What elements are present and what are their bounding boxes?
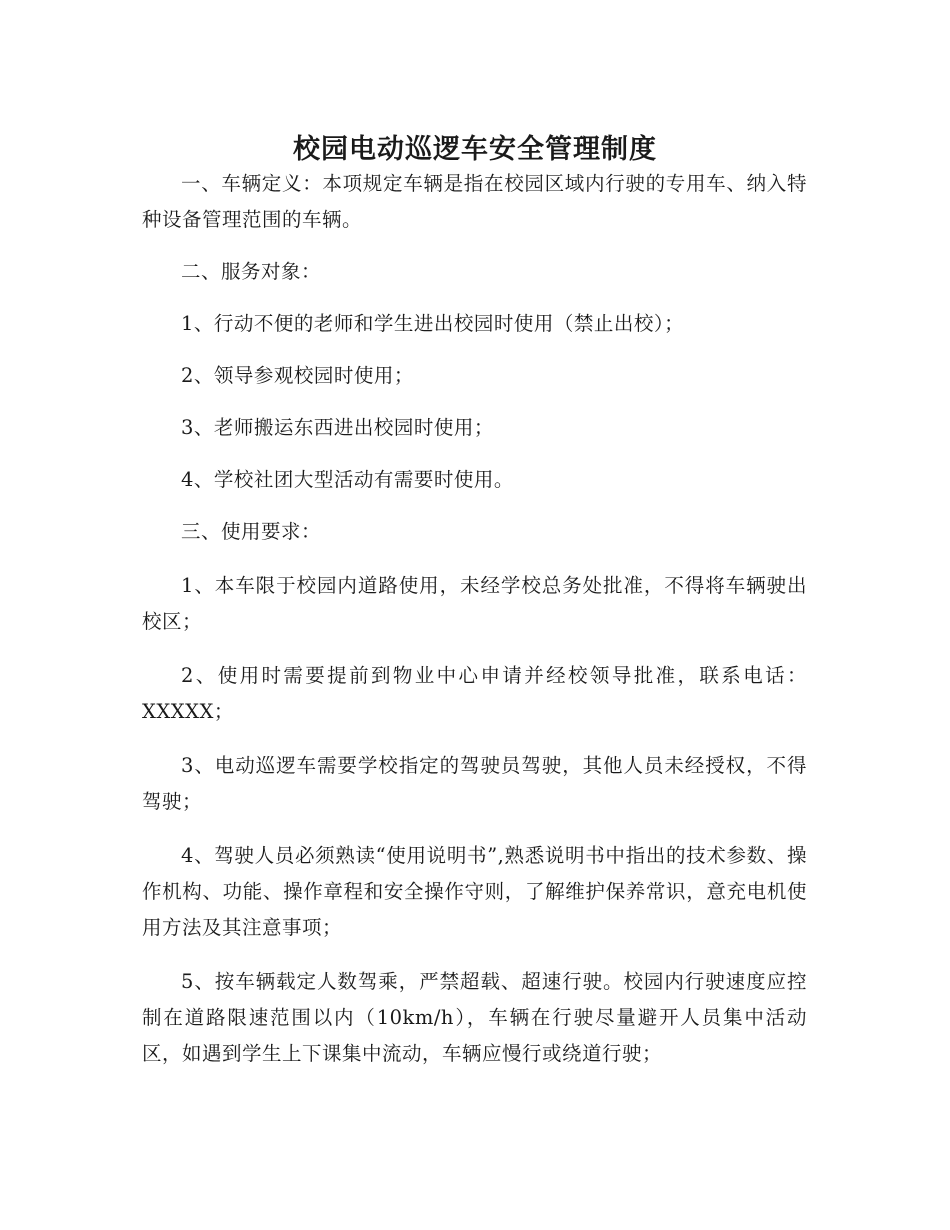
paragraph-usage-heading: 三、使用要求： bbox=[181, 520, 322, 543]
paragraph-usage-item-1: 1、本车限于校园内道路使用，未经学校总务处批准，不得将车辆驶出校区； bbox=[142, 574, 807, 633]
paragraph-service-item-1: 1、行动不便的老师和学生进出校园时使用（禁止出校）； bbox=[181, 312, 685, 335]
paragraph-service-item-3: 3、老师搬运东西进出校园时使用； bbox=[181, 416, 494, 439]
paragraph-usage-item-2: 2、使用时需要提前到物业中心申请并经校领导批准，联系电话：XXXXX； bbox=[142, 664, 807, 723]
paragraph-usage-item-5: 5、按车辆载定人数驾乘，严禁超载、超速行驶。校园内行驶速度应控制在道路限速范围以内（10km/h），车辆在行驶尽量避开人员集中活动区，如遇到学生上下课集中流动，车辆应慢行或绕道行驶； bbox=[142, 970, 807, 1065]
paragraph-vehicle-definition: 一、车辆定义：本项规定车辆是指在校园区域内行驶的专用车、纳入特种设备管理范围的车辆。 bbox=[142, 172, 807, 231]
paragraph-service-item-2: 2、领导参观校园时使用； bbox=[181, 364, 414, 387]
paragraph-service-heading: 二、服务对象： bbox=[181, 260, 322, 283]
paragraph-usage-item-3: 3、电动巡逻车需要学校指定的驾驶员驾驶，其他人员未经授权，不得驾驶； bbox=[142, 754, 807, 813]
paragraph-usage-item-4: 4、驾驶人员必须熟读“使用说明书”,熟悉说明书中指出的技术参数、操作机构、功能、操作章程和安全操作守则，了解维护保养常识，意充电机使用方法及其注意事项； bbox=[142, 844, 807, 939]
paragraph-service-item-4: 4、学校社团大型活动有需要时使用。 bbox=[181, 468, 514, 491]
document-title: 校园电动巡逻车安全管理制度 bbox=[293, 134, 657, 166]
